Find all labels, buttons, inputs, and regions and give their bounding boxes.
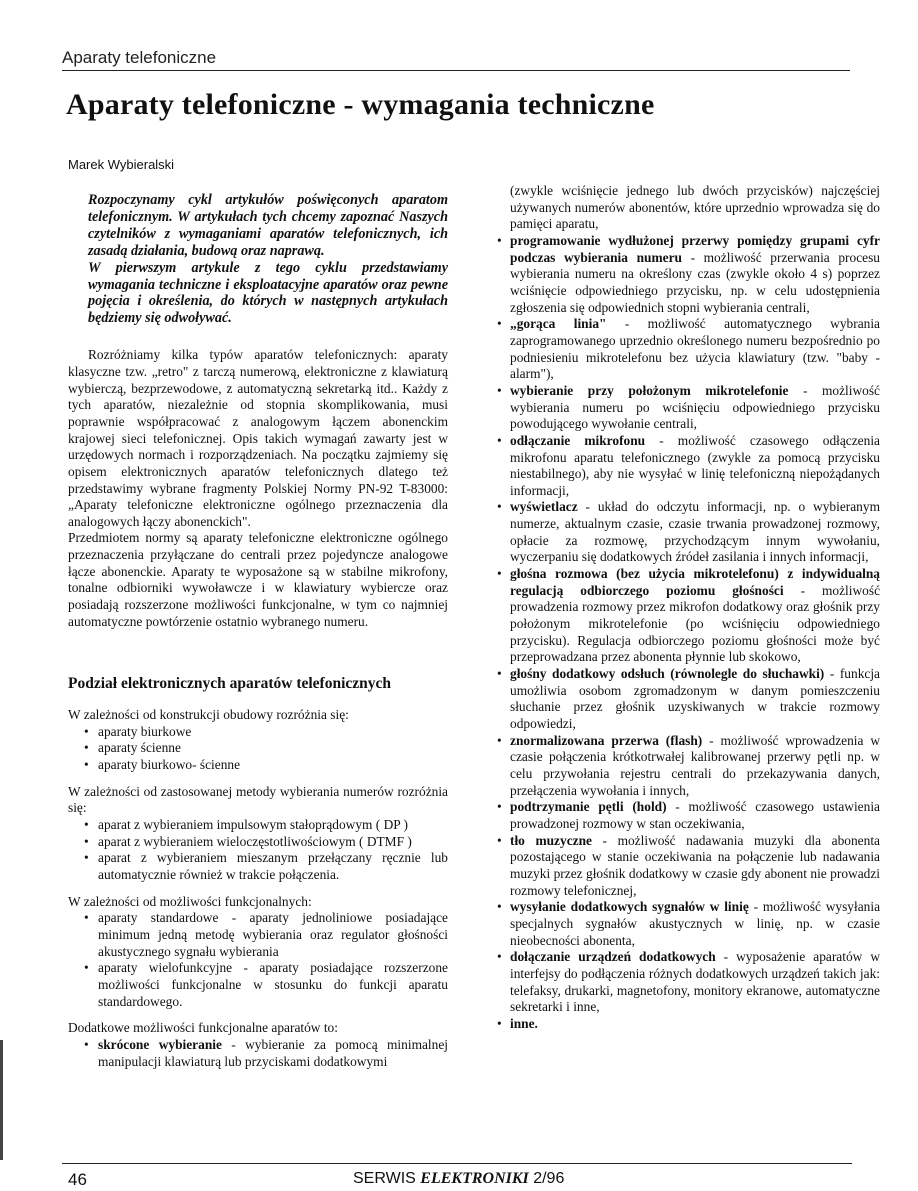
scan-edge-mark	[0, 1040, 3, 1160]
bullet-icon: •	[497, 799, 502, 815]
list-item-text: aparat z wybieraniem mieszanym przełączany ręcznie lub automatycznie również w trakcie połączenia.	[98, 850, 448, 882]
list-item-text: aparat z wybieraniem wieloczęstotliwościowym ( DTMF )	[98, 833, 412, 849]
bullet-icon: •	[84, 817, 89, 832]
bullet-icon: •	[497, 1015, 502, 1031]
feature-desc: - układ do odczytu informacji, np. o wybieranym numerze, aktualnym czasie, czasie trwania prowadzonej rozmowy, opłacie za rozmowę, przychodzącym innym wywołaniu, wyczerpaniu się dodatkowych źródeł zasilania i innych informacji,	[510, 499, 880, 565]
bullet-icon: •	[497, 432, 502, 448]
list-item	[497, 666, 880, 733]
feature-term: skrócone wybieranie	[98, 1036, 222, 1052]
article-title: Aparaty telefoniczne - wymagania techniczne	[66, 88, 655, 121]
feature-desc: - możliwość wybierania numeru po wciśnięciu odpowiedniego przycisku powodującego wywołanie centrali,	[510, 382, 881, 432]
bullet-icon: •	[497, 499, 502, 515]
bullet-icon: •	[497, 666, 502, 682]
group-lead: W zależności od możliwości funkcjonalnych:	[68, 893, 312, 909]
list-item	[68, 740, 448, 757]
feature-desc: - możliwość wysyłania specjalnych sygnałów akustycznych w linię, np. w czasie nieobecności abonenta,	[510, 899, 881, 948]
features-lead: Dodatkowe możliwości funkcjonalne aparatów to:	[68, 1020, 338, 1036]
bullet-icon: •	[497, 899, 502, 915]
bullet-icon: •	[84, 850, 89, 866]
list-item	[497, 833, 880, 900]
body-paragraph: Rozróżniamy kilka typów aparatów telefonicznych: aparaty klasyczne tzw. „retro" z tarczą numerową, elektroniczne z klawiaturą wybierczą, bezprzewodowe, z automatyczną sekretarką itd.. Każdy z tych aparatów, niezależnie od stopnia skomplikowania, musi poprawnie współpracować z analogowym łączem abonenckim krajowej sieci telefonicznej. Opis takich wymagań zawarty jest w urzędowych normach i rozporządzeniach. Na początku zajmiemy się opisem elektronicznych aparatów telefonicznych dlatego też przedstawimy wybrane fragmenty Polskiej Normy PN-92 T-83000: „Aparaty telefoniczne elektroniczne ogólnego przeznaczenia dla analogowych łączy abonenckich".	[68, 347, 448, 529]
list-item	[68, 910, 448, 960]
footer-rule	[62, 1163, 852, 1164]
running-head: Aparaty telefoniczne	[62, 48, 217, 67]
header-rule	[62, 70, 850, 71]
list-item	[68, 850, 448, 883]
feature-term: wysyłanie dodatkowych sygnałów w linię	[510, 899, 749, 915]
feature-term: inne.	[510, 1015, 538, 1031]
intro-paragraph: W pierwszym artykule z tego cyklu przedstawiamy wymagania techniczne i eksploatacyjne aparatów oraz pewne pojęcia i określenia, do których w następnych artykułach będziemy się odwoływać.	[88, 259, 448, 327]
classification-list	[68, 910, 448, 1010]
bullet-icon: •	[84, 723, 89, 739]
bullet-icon: •	[497, 566, 502, 582]
body-paragraph: Przedmiotem normy są aparaty telefoniczne elektroniczne ogólnego przeznaczenia przyłączane do centrali przez pojedyncze analogowe łącze abonenckie. Aparaty te wyposażone są w stabilne mikrofony, tonalne odbiorniki wywoławcze i w klawiatury wybiercze oraz posiadają rozszerzone możliwości funkcjonalne, w tym co najmniej automatyczne powtórzenie ostatnio wybranego numeru.	[68, 530, 448, 629]
feature-term: „gorąca linia"	[510, 316, 607, 332]
section-heading: Podział elektronicznych aparatów telefonicznych	[68, 675, 392, 693]
list-item	[497, 733, 880, 800]
bullet-icon: •	[84, 757, 89, 773]
intro	[88, 192, 448, 327]
list-item	[68, 960, 448, 1010]
bullet-icon: •	[84, 1036, 89, 1052]
list-item-text: aparat z wybieraniem impulsowym stałoprądowym ( DP )	[98, 817, 409, 832]
bullet-icon: •	[497, 316, 502, 332]
list-item-text: aparaty wielofunkcyjne - aparaty posiadające rozszerzone możliwości funkcjonalne w stosunku do funkcji aparatu standardowego.	[98, 960, 448, 1009]
feature-desc: - możliwość przerwania procesu wybierania numeru na określony czas (zwykle około 4 s) poprzez wciśnięcie odpowiedniego przycisku, np. w celu udostępnienia zgłoszenia się odpowiednich stopni wybierania centrali,	[510, 249, 880, 315]
feature-term: dołączanie urządzeń dodatkowych	[510, 949, 716, 965]
bullet-icon: •	[497, 232, 502, 248]
list-item	[68, 1037, 448, 1070]
feature-desc: - możliwość czasowego ustawienia prowadzonej rozmowy w stan oczekiwania,	[510, 799, 880, 831]
group-lead: W zależności od zastosowanej metody wybierania numerów rozróżnia się:	[68, 783, 448, 816]
feature-term: programowanie wydłużonej przerwy pomiędzy grupami cyfr podczas wybierania numeru	[510, 232, 880, 265]
feature-desc: - możliwość automatycznego wybrania zaprogramowanego uprzednio określonego numeru bezpośrednio po podniesieniu mikrotelefonu bez użycia klawiatury (tzw. "baby - alarm"),	[510, 316, 881, 382]
bullet-icon: •	[84, 960, 89, 976]
list-item-text: aparaty biurkowe	[98, 723, 192, 739]
list-item	[497, 1016, 880, 1033]
classification-groups	[68, 707, 448, 1010]
feature-desc: - możliwość czasowego odłączenia mikrofonu aparatu telefonicznego (zwykle za pomocą przycisku niestabilnego), aby nie wysyłać w linię telefoniczną niepożądanych informacji,	[510, 432, 880, 498]
feature-desc: - wyposażenie aparatów w interfejsy do podłączenia różnych dodatkowych urządzeń takich jak: telefaksy, drukarki, magnetofony, monitory ekranowe, automatyczne sekretarki i inne,	[510, 949, 880, 1015]
list-item	[497, 499, 880, 566]
page-number: 46	[68, 1170, 87, 1189]
list-item	[497, 316, 880, 383]
magazine-footer	[353, 1170, 564, 1188]
bullet-icon: •	[497, 382, 502, 398]
list-item	[68, 724, 448, 741]
feature-list	[497, 233, 880, 1033]
feature-term: wybieranie przy położonym mikrotelefonie	[510, 382, 789, 398]
list-item	[497, 566, 880, 666]
feature-desc: - możliwość wprowadzenia w czasie połączenia krótkotrwałej kalibrowanej przerwy pętli np. w celu przywołania rejestru centrali do przekazywania danych, przełączenia wywołania i innych,	[510, 732, 880, 798]
magazine-brand: ELEKTRONIKI	[420, 1170, 529, 1187]
list-item-text: aparaty ścienne	[98, 740, 181, 756]
list-item	[497, 799, 880, 832]
list-item	[68, 817, 448, 834]
feature-desc: - wybieranie za pomocą minimalnej manipulacji klawiaturą lub przyciskami dodatkowymi	[98, 1036, 449, 1069]
feature-term: odłączanie mikrofonu	[510, 432, 646, 448]
feature-continuation: (zwykle wciśnięcie jednego lub dwóch przycisków) najczęściej używanych numerów abonentów, które uprzednio wprowadza się do pamięci aparatu,	[510, 183, 880, 232]
bullet-icon: •	[84, 833, 89, 849]
bullet-icon: •	[84, 910, 89, 926]
list-item	[68, 834, 448, 851]
bullet-icon: •	[497, 732, 502, 748]
issue: 2/96	[528, 1170, 565, 1187]
feature-term: wyświetlacz	[510, 499, 578, 515]
bullet-icon: •	[84, 740, 89, 756]
list-item	[68, 757, 448, 774]
magazine-prefix: SERWIS	[353, 1170, 421, 1187]
classification-list	[68, 817, 448, 884]
list-item	[497, 899, 880, 949]
author: Marek Wybieralski	[68, 157, 175, 172]
left-column	[68, 192, 448, 1070]
feature-list-start	[68, 1037, 448, 1070]
feature-term: podtrzymanie pętli (hold)	[510, 799, 667, 815]
bullet-icon: •	[497, 949, 502, 965]
list-item	[497, 383, 880, 433]
feature-term: głośna rozmowa (bez użycia mikrotelefonu) z indywidualną regulacją odbiorczego poziomu głośności	[510, 566, 880, 598]
feature-term: tło muzyczne	[510, 832, 592, 848]
feature-desc: - możliwość nadawania muzyki dla abonenta pozostającego w stanie oczekiwania na połączenie lub nadawania muzyki przez głośnik dodatkowy w czasie gdy abonent nie prowadzi rozmowy telefonicznej,	[510, 832, 880, 898]
list-item	[497, 233, 880, 316]
list-item-text: aparaty standardowe - aparaty jednoliniowe posiadające minimum jedną metodę wybierania oraz regulator głośności akustycznego sygnału wybierania	[98, 910, 448, 959]
feature-desc: - możliwość prowadzenia rozmowy przez mikrofon dodatkowy oraz głośnik przy położonym mikrotelefonie (po wciśnięciu odpowiedniego przycisku). Regulacja odbiorczego poziomu głośności może być przeprowadzana przez abonenta płynnie lub skokowo,	[510, 582, 881, 665]
list-item	[497, 949, 880, 1016]
list-item-text: aparaty biurkowo- ścienne	[98, 757, 241, 773]
feature-term: głośny dodatkowy odsłuch (równolegle do słuchawki)	[510, 666, 825, 682]
classification-list	[68, 724, 448, 774]
feature-term: znormalizowana przerwa (flash)	[510, 732, 703, 748]
group-lead: W zależności od konstrukcji obudowy rozróżnia się:	[68, 707, 349, 723]
intro-paragraph: Rozpoczynamy cykl artykułów poświęconych aparatom telefonicznym. W artykułach tych chcemy zapoznać Naszych czytelników z wymaganiami aparatów telefonicznych, ich zasadą działania, budową oraz naprawą.	[88, 192, 448, 259]
feature-desc: - funkcja umożliwia osobom zgromadzonym w danym pomieszczeniu słuchanie przez głośnik uzyskiwanych w trakcie rozmowy odpowiedzi,	[510, 666, 880, 731]
list-item	[497, 433, 880, 500]
bullet-icon: •	[497, 832, 502, 848]
right-column	[497, 183, 880, 1032]
